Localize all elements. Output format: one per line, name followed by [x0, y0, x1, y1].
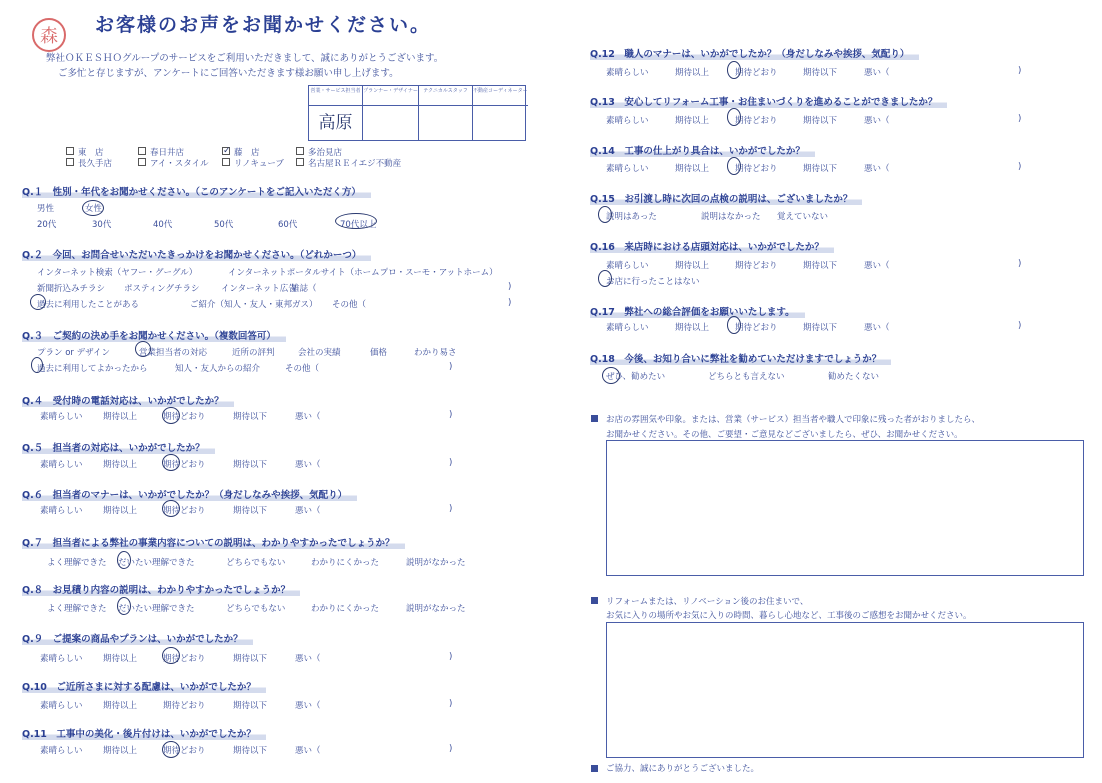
answer-option[interactable]: どちらでもない	[226, 604, 286, 614]
answer-option[interactable]: 素晴らしい	[40, 654, 83, 664]
answer-option[interactable]: 期待どおり	[735, 164, 778, 174]
answer-option: )	[449, 699, 453, 709]
answer-option: )	[449, 504, 453, 514]
closing-message: ご協力、誠にありがとうございました。	[606, 764, 760, 774]
comment2-box[interactable]	[606, 622, 1084, 758]
answer-option[interactable]: 悪い（	[864, 68, 890, 78]
answer-option[interactable]: 近所の評判	[232, 348, 275, 358]
store-checkbox[interactable]: ✓	[223, 146, 231, 156]
answer-option[interactable]: わかり易さ	[414, 348, 457, 358]
bullet-icon	[591, 765, 598, 772]
answer-option[interactable]: 期待以下	[233, 412, 268, 422]
answer-option[interactable]: 期待以下	[233, 506, 268, 516]
answer-option[interactable]: 素晴らしい	[40, 460, 83, 470]
answer-option: )	[449, 652, 453, 662]
answer-option[interactable]: 素晴らしい	[606, 323, 649, 333]
answer-option[interactable]: 60代	[278, 220, 298, 230]
answer-option[interactable]: その他（	[285, 364, 320, 374]
answer-option[interactable]: 期待どおり	[735, 261, 778, 271]
question-title: Q.４ 受付時の電話対応は、いかがでしたか？	[22, 393, 234, 407]
answer-option: )	[449, 744, 453, 754]
comment2-prompt-line1: リフォームまたは、リノベーション後のお住まいで、	[606, 597, 809, 607]
question-title: Q.13 安心してリフォーム工事・お住まいづくりを進めることができましたか？	[590, 94, 947, 108]
answer-option[interactable]: だいたい理解できた	[118, 558, 195, 568]
answer-option[interactable]: わかりにくかった	[311, 604, 380, 614]
answer-option[interactable]: 新聞折込みチラシ	[37, 284, 106, 294]
answer-option[interactable]: 期待以上	[103, 506, 138, 516]
answer-option[interactable]: 40代	[153, 220, 173, 230]
question-title: Q.９ ご提案の商品やプランは、いかがでしたか？	[22, 631, 253, 645]
answer-option[interactable]: 期待以下	[803, 261, 838, 271]
answer-option[interactable]: よく理解できた	[47, 604, 107, 614]
bullet-icon	[591, 597, 598, 604]
answer-option: )	[1018, 162, 1022, 172]
answer-option[interactable]: 雑誌（	[291, 284, 317, 294]
question-title: Q.12 職人のマナーは、いかがでしたか？（身だしなみや挨拶、気配り）	[590, 46, 919, 60]
answer-option[interactable]: 悪い（	[295, 460, 321, 470]
store-label: 春日井店	[150, 148, 185, 158]
page-title: お客様のお声をお聞かせください。	[95, 14, 432, 36]
answer-option[interactable]: 期待以下	[233, 460, 268, 470]
question-title: Q.11 工事中の美化・後片付けは、いかがでしたか？	[22, 726, 266, 740]
answer-option[interactable]: 期待どおり	[163, 654, 206, 664]
question-title: Q.16 来店時における店頭対応は、いかがでしたか？	[590, 239, 834, 253]
answer-option[interactable]: 期待以下	[803, 164, 838, 174]
answer-option[interactable]: 期待以上	[103, 412, 138, 422]
comment2-prompt-line2: お気に入りの場所やお気に入りの時間、暮らし心地など、工事後のご感想をお聞かせください。	[606, 611, 972, 621]
answer-option[interactable]: 期待どおり	[735, 323, 778, 333]
answer-option[interactable]: 期待どおり	[735, 68, 778, 78]
answer-option[interactable]: 素晴らしい	[40, 746, 83, 756]
answer-option[interactable]: 知人・友人からの紹介	[175, 364, 261, 374]
answer-option[interactable]: 過去に利用したことがある	[37, 300, 140, 310]
answer-option[interactable]: どちらとも言えない	[708, 372, 785, 382]
answer-option[interactable]: 悪い（	[295, 746, 321, 756]
answer-option[interactable]: 20代	[37, 220, 57, 230]
answer-option[interactable]: 説明はなかった	[701, 212, 761, 222]
answer-option[interactable]: 30代	[92, 220, 112, 230]
answer-option[interactable]: わかりにくかった	[311, 558, 380, 568]
answer-option[interactable]: 素晴らしい	[40, 506, 83, 516]
answer-option[interactable]: 会社の実績	[298, 348, 341, 358]
answer-option[interactable]: 期待以上	[103, 746, 138, 756]
answer-option[interactable]: 50代	[214, 220, 234, 230]
answer-option[interactable]: インターネット検索（ヤフー・グーグル）	[37, 268, 198, 278]
answer-option[interactable]: 期待以上	[103, 701, 138, 711]
answer-option[interactable]: 悪い（	[864, 261, 890, 271]
store-label: 藤 店	[234, 148, 260, 158]
store-label: 多治見店	[308, 148, 343, 158]
answer-option[interactable]: 期待以上	[675, 116, 710, 126]
answer-option[interactable]: 素晴らしい	[40, 701, 83, 711]
answer-option: )	[449, 362, 453, 372]
comment1-prompt-line2: お聞かせください。その他、ご要望・ご意見などございましたら、ぜひ、お聞かせください。	[606, 430, 963, 440]
answer-option: )	[508, 298, 512, 308]
answer-option[interactable]: 期待以下	[233, 746, 268, 756]
answer-option[interactable]: 期待以下	[233, 701, 268, 711]
answer-option[interactable]: 期待どおり	[163, 412, 206, 422]
company-seal: 森	[32, 18, 66, 52]
answer-option[interactable]: 悪い（	[295, 506, 321, 516]
staff-header-technical: テクニカルスタッフ	[419, 86, 473, 106]
answer-option[interactable]: 価格	[370, 348, 388, 358]
answer-option[interactable]: 期待どおり	[163, 746, 206, 756]
store-label: 東 店	[78, 148, 104, 158]
answer-option: )	[449, 410, 453, 420]
question-title: Q.10 ご近所さまに対する配慮は、いかがでしたか？	[22, 679, 266, 693]
answer-option[interactable]: 期待以上	[103, 654, 138, 664]
staff-header-realestate: 不動産コーディネーター	[473, 86, 528, 106]
store-checkbox[interactable]	[296, 147, 304, 155]
answer-option: )	[449, 458, 453, 468]
store-label: 名古屋ＲＥイエジ不動産	[308, 159, 402, 169]
answer-option[interactable]: インターネット広告	[221, 284, 297, 294]
staff-header-sales: 営業・サービス担当者	[309, 86, 363, 106]
answer-option[interactable]: プラン or デザイン	[37, 348, 111, 358]
answer-option[interactable]: 期待どおり	[163, 460, 206, 470]
answer-option[interactable]: 営業担当者の対応	[139, 348, 208, 358]
answer-option[interactable]: お店に行ったことはない	[606, 277, 700, 287]
intro-line-2: ご多忙と存じますが、アンケートにご回答いただきます様お願い申し上げます。	[58, 68, 399, 79]
answer-option[interactable]: 期待どおり	[163, 701, 206, 711]
answer-option[interactable]: インターネットポータルサイト（ホームプロ・スーモ・アットホーム）	[228, 268, 498, 278]
answer-option[interactable]: 期待以上	[103, 460, 138, 470]
answer-option[interactable]: 悪い（	[295, 412, 321, 422]
answer-option[interactable]: 覚えていない	[777, 212, 829, 222]
store-checkbox[interactable]	[66, 158, 74, 166]
answer-option[interactable]: 素晴らしい	[40, 412, 83, 422]
question-title: Q.５ 担当者の対応は、いかがでしたか？	[22, 440, 215, 454]
comment1-prompt-line1: お店の雰囲気や印象。または、営業（サービス）担当者や職人で印象に残った者がおりましたら、	[606, 415, 981, 425]
intro-line-1: 弊社ＯＫＥＳＨＯグループのサービスをご利用いただきまして、誠にありがとうございます。	[46, 53, 444, 64]
answer-option[interactable]: 悪い（	[295, 701, 321, 711]
answer-option[interactable]: 期待以下	[803, 68, 838, 78]
answer-option[interactable]: 悪い（	[295, 654, 321, 664]
answer-option[interactable]: 説明がなかった	[406, 604, 466, 614]
comment1-box[interactable]	[606, 440, 1084, 576]
answer-option[interactable]: 女性	[85, 204, 103, 214]
store-checkbox[interactable]	[222, 158, 230, 166]
answer-option: )	[1018, 259, 1022, 269]
question-title: Q.８ お見積り内容の説明は、わかりやすかったでしょうか？	[22, 582, 300, 596]
question-title: Q.15 お引渡し時に次回の点検の説明は、ございましたか？	[590, 191, 862, 205]
answer-option[interactable]: 説明はあった	[606, 212, 657, 222]
question-title: Q.７ 担当者による弊社の事業内容についての説明は、わかりやすかったでしょうか？	[22, 535, 405, 549]
answer-option[interactable]: 過去に利用してよかったから	[37, 364, 148, 374]
question-title: Q.３ ご契約の決め手をお聞かせください。（複数回答可）	[22, 328, 286, 342]
answer-option[interactable]: 期待以下	[803, 116, 838, 126]
answer-option[interactable]: よく理解できた	[47, 558, 107, 568]
answer-option[interactable]: 説明がなかった	[406, 558, 466, 568]
answer-option[interactable]: 男性	[37, 204, 55, 214]
answer-option: )	[1018, 114, 1022, 124]
answer-option[interactable]: どちらでもない	[226, 558, 286, 568]
answer-option[interactable]: 素晴らしい	[606, 68, 649, 78]
store-checkbox[interactable]	[66, 147, 74, 155]
store-label: リノキューブ	[234, 159, 284, 169]
question-title: Q.２ 今回、お問合せいただいたきっかけをお聞かせください。（どれかーつ）	[22, 247, 371, 261]
answer-option[interactable]: 悪い（	[864, 116, 890, 126]
answer-option[interactable]: だいたい理解できた	[118, 604, 195, 614]
answer-option[interactable]: ポスティングチラシ	[124, 284, 200, 294]
answer-option[interactable]: 悪い（	[864, 164, 890, 174]
answer-option[interactable]: ぜひ、勧めたい	[606, 372, 666, 382]
answer-option[interactable]: 悪い（	[864, 323, 890, 333]
question-title: Q.１ 性別・年代をお聞かせください。（このアンケートをご記入いただく方）	[22, 184, 371, 198]
staff-value-technical[interactable]	[419, 106, 473, 141]
answer-option[interactable]: 期待どおり	[163, 506, 206, 516]
question-title: Q.17 弊社への総合評価をお願いいたします。	[590, 304, 805, 318]
staff-header-planner: プランナー・デザイナー	[363, 86, 419, 106]
answer-option[interactable]: 素晴らしい	[606, 116, 649, 126]
answer-option[interactable]: 70代以上	[340, 220, 377, 230]
answer-option[interactable]: 期待以上	[675, 68, 710, 78]
answer-option[interactable]: 期待以上	[675, 261, 710, 271]
answer-option[interactable]: 素晴らしい	[606, 164, 649, 174]
question-title: Q.14 工事の仕上がり具合は、いかがでしたか？	[590, 143, 815, 157]
question-title: Q.18 今後、お知り合いに弊社を勧めていただけますでしょうか？	[590, 351, 891, 365]
answer-option: )	[1018, 66, 1022, 76]
question-title: Q.６ 担当者のマナーは、いかがでしたか？（身だしなみや挨拶、気配り）	[22, 487, 357, 501]
bullet-icon	[591, 415, 598, 422]
staff-value-realestate[interactable]	[473, 106, 528, 141]
answer-option: )	[1018, 321, 1022, 331]
store-checkbox[interactable]	[296, 158, 304, 166]
answer-option[interactable]: その他（	[332, 300, 367, 310]
store-label: アイ・スタイル	[150, 159, 209, 169]
staff-table	[308, 85, 526, 141]
store-checkbox[interactable]	[138, 158, 146, 166]
store-label: 長久手店	[78, 159, 113, 169]
store-checkbox[interactable]	[138, 147, 146, 155]
answer-option[interactable]: 期待以上	[675, 164, 710, 174]
answer-option[interactable]: ご紹介（知人・友人・東邦ガス）	[190, 300, 318, 310]
answer-option[interactable]: 期待以下	[233, 654, 268, 664]
answer-option[interactable]: 期待以上	[675, 323, 710, 333]
staff-value-planner[interactable]	[363, 106, 419, 141]
answer-option[interactable]: 期待以下	[803, 323, 838, 333]
answer-option[interactable]: 期待どおり	[735, 116, 778, 126]
answer-option[interactable]: 素晴らしい	[606, 261, 649, 271]
answer-option[interactable]: 勧めたくない	[828, 372, 880, 382]
answer-option: )	[508, 282, 512, 292]
staff-value-sales[interactable]: 高原	[309, 106, 363, 141]
